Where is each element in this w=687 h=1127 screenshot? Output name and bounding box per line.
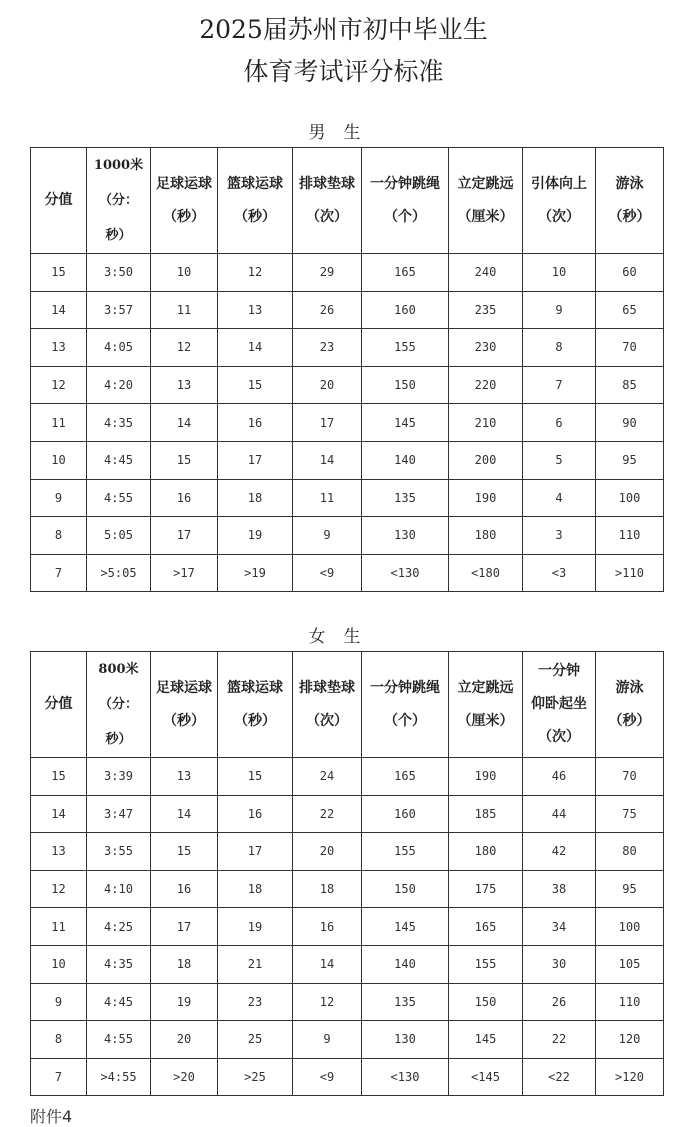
table-cell: 4:35 (87, 945, 151, 983)
header-text: （个） (384, 208, 426, 225)
table-cell: 10 (31, 945, 87, 983)
table-row (31, 795, 664, 833)
table-cell: 3:47 (87, 795, 151, 833)
header-text: （分： (98, 193, 138, 208)
header-cell (31, 652, 87, 758)
table-cell: 16 (151, 870, 218, 908)
table-row (31, 554, 664, 592)
table-cell: 155 (362, 329, 449, 367)
table-row (31, 291, 664, 329)
table-cell: <9 (293, 1058, 362, 1096)
table-cell: 4:25 (87, 908, 151, 946)
table-cell: 190 (449, 479, 523, 517)
table-cell: 30 (523, 945, 596, 983)
table-cell: 130 (362, 1021, 449, 1059)
table-cell: 75 (596, 795, 664, 833)
table-cell: 9 (293, 1021, 362, 1059)
table-row (31, 945, 664, 983)
table-cell: 145 (362, 908, 449, 946)
header-text: 1000米 (93, 158, 144, 173)
table-cell: 3:55 (87, 833, 151, 871)
table-cell: 18 (293, 870, 362, 908)
table-cell: 240 (449, 254, 523, 292)
table-cell: 15 (31, 254, 87, 292)
header-cell (362, 652, 449, 758)
header-cell (218, 652, 293, 758)
table-cell: 14 (151, 795, 218, 833)
table-cell: 145 (362, 404, 449, 442)
header-text: 仰卧起坐 (531, 696, 587, 712)
table-cell: 26 (293, 291, 362, 329)
table-cell: >25 (218, 1058, 293, 1096)
header-text: 立定跳远 (457, 175, 514, 192)
table-cell: 5 (523, 441, 596, 479)
table-cell: 26 (523, 983, 596, 1021)
table-cell: <145 (449, 1058, 523, 1096)
table-cell: 13 (151, 366, 218, 404)
table-cell: 23 (293, 329, 362, 367)
table-cell: 15 (151, 441, 218, 479)
header-cell (523, 652, 596, 758)
table-cell: 180 (449, 833, 523, 871)
female-score-table (30, 651, 664, 1096)
table-cell: 14 (218, 329, 293, 367)
header-text: （分： (98, 697, 138, 712)
table-row (31, 517, 664, 555)
table-cell: 19 (218, 908, 293, 946)
table-cell: 165 (362, 758, 449, 796)
table-cell: 15 (218, 366, 293, 404)
table-row (31, 870, 664, 908)
table-row (31, 758, 664, 796)
header-cell (293, 652, 362, 758)
table-cell: 12 (293, 983, 362, 1021)
table-row (31, 1058, 664, 1096)
table-cell: 42 (523, 833, 596, 871)
table-cell: 7 (523, 366, 596, 404)
header-text: 立定跳远 (457, 679, 514, 696)
table-cell: 185 (449, 795, 523, 833)
header-cell (293, 148, 362, 254)
table-cell: 150 (362, 366, 449, 404)
table-cell: 230 (449, 329, 523, 367)
table-cell: 21 (218, 945, 293, 983)
table-cell: 135 (362, 479, 449, 517)
table-cell: 210 (449, 404, 523, 442)
table-cell: <9 (293, 554, 362, 592)
table-cell: 29 (293, 254, 362, 292)
table-cell: 3:50 (87, 254, 151, 292)
header-cell (87, 652, 151, 758)
header-text: （秒） (234, 208, 276, 225)
table-cell: 100 (596, 479, 664, 517)
table-cell: 13 (218, 291, 293, 329)
table-cell: 100 (596, 908, 664, 946)
table-cell: 90 (596, 404, 664, 442)
table-cell: 220 (449, 366, 523, 404)
header-text: 游泳 (615, 175, 644, 192)
table-cell: 6 (523, 404, 596, 442)
table-cell: 10 (523, 254, 596, 292)
table-cell: 8 (31, 517, 87, 555)
header-text: 足球运球 (156, 175, 212, 192)
table-cell: 20 (293, 366, 362, 404)
table-cell: >4:55 (87, 1058, 151, 1096)
attachment-label: 附件4 (30, 1107, 73, 1126)
table-row (31, 441, 664, 479)
header-text: （秒） (163, 712, 205, 729)
table-row (31, 908, 664, 946)
table-cell: 145 (449, 1021, 523, 1059)
table-cell: 44 (523, 795, 596, 833)
table-cell: 13 (31, 833, 87, 871)
header-cell (31, 148, 87, 254)
table-cell: >19 (218, 554, 293, 592)
header-cell (523, 148, 596, 254)
header-text: （厘米） (457, 712, 514, 729)
header-text: （秒） (608, 712, 651, 729)
table-cell: 3:39 (87, 758, 151, 796)
table-cell: 155 (362, 833, 449, 871)
table-cell: 10 (31, 441, 87, 479)
table-cell: 3:57 (87, 291, 151, 329)
table-row (31, 479, 664, 517)
table-cell: 13 (31, 329, 87, 367)
header-cell (151, 652, 218, 758)
table-cell: 17 (151, 517, 218, 555)
table-cell: 22 (293, 795, 362, 833)
header-text: 足球运球 (156, 679, 212, 696)
table-cell: 95 (596, 870, 664, 908)
table-row (31, 833, 664, 871)
table-cell: 3 (523, 517, 596, 555)
table-cell: 19 (218, 517, 293, 555)
table-cell: 190 (449, 758, 523, 796)
table-cell: 110 (596, 517, 664, 555)
table-cell: 4:10 (87, 870, 151, 908)
header-text: （次） (306, 712, 348, 729)
table-cell: 12 (31, 366, 87, 404)
table-cell: 9 (293, 517, 362, 555)
table-cell: 8 (31, 1021, 87, 1059)
header-text: （次） (538, 729, 580, 745)
header-text: 秒） (105, 228, 132, 243)
table-cell: 14 (151, 404, 218, 442)
table-cell: 80 (596, 833, 664, 871)
header-text: （秒） (163, 208, 205, 225)
table-cell: 14 (293, 945, 362, 983)
table-cell: 17 (293, 404, 362, 442)
male-section-heading: 男生 (308, 123, 379, 143)
table-cell: 200 (449, 441, 523, 479)
table-cell: 20 (293, 833, 362, 871)
table-cell: >5:05 (87, 554, 151, 592)
table-cell: 135 (362, 983, 449, 1021)
table-cell: 4 (523, 479, 596, 517)
header-text: 排球垫球 (299, 175, 355, 192)
table-cell: 140 (362, 945, 449, 983)
header-text: 秒） (105, 732, 132, 747)
header-text: （个） (384, 712, 426, 729)
table-cell: 18 (151, 945, 218, 983)
table-cell: 14 (31, 291, 87, 329)
table-cell: 4:45 (87, 441, 151, 479)
table-cell: 165 (362, 254, 449, 292)
table-cell: 20 (151, 1021, 218, 1059)
table-cell: 15 (218, 758, 293, 796)
table-cell: 14 (293, 441, 362, 479)
table-cell: 70 (596, 758, 664, 796)
header-cell (151, 148, 218, 254)
page-subtitle: 体育考试评分标准 (243, 57, 444, 86)
table-cell: 46 (523, 758, 596, 796)
table-cell: <130 (362, 554, 449, 592)
table-cell: 18 (218, 870, 293, 908)
table-cell: <3 (523, 554, 596, 592)
header-cell (596, 148, 664, 254)
table-cell: 17 (218, 441, 293, 479)
table-cell: <22 (523, 1058, 596, 1096)
table-cell: 16 (293, 908, 362, 946)
table-cell: 60 (596, 254, 664, 292)
header-cell (449, 652, 523, 758)
header-text: 排球垫球 (299, 679, 355, 696)
table-cell: 12 (218, 254, 293, 292)
header-text: 篮球运球 (227, 175, 283, 192)
table-cell: <130 (362, 1058, 449, 1096)
header-text: （次） (306, 208, 348, 225)
header-row (31, 652, 664, 758)
table-cell: >17 (151, 554, 218, 592)
header-text: 分值 (44, 192, 73, 208)
header-cell (87, 148, 151, 254)
table-cell: 150 (362, 870, 449, 908)
table-cell: 155 (449, 945, 523, 983)
table-cell: 4:20 (87, 366, 151, 404)
table-cell: 16 (218, 404, 293, 442)
table-row (31, 404, 664, 442)
table-cell: 9 (31, 983, 87, 1021)
table-cell: 4:55 (87, 479, 151, 517)
table-cell: 95 (596, 441, 664, 479)
table-cell: 17 (151, 908, 218, 946)
header-text: 800米 (98, 662, 139, 677)
table-row (31, 1021, 664, 1059)
table-cell: 235 (449, 291, 523, 329)
table-cell: 9 (523, 291, 596, 329)
table-cell: 10 (151, 254, 218, 292)
table-cell: 175 (449, 870, 523, 908)
table-cell: 160 (362, 795, 449, 833)
table-cell: 7 (31, 1058, 87, 1096)
table-cell: 110 (596, 983, 664, 1021)
table-cell: 25 (218, 1021, 293, 1059)
table-cell: 4:55 (87, 1021, 151, 1059)
header-text: （秒） (608, 208, 651, 225)
table-cell: 11 (151, 291, 218, 329)
table-cell: 19 (151, 983, 218, 1021)
table-cell: >110 (596, 554, 664, 592)
header-text: 篮球运球 (227, 679, 283, 696)
table-cell: 13 (151, 758, 218, 796)
table-row (31, 254, 664, 292)
table-cell: 11 (31, 404, 87, 442)
header-row (31, 148, 664, 254)
table-cell: 12 (151, 329, 218, 367)
table-cell: 4:35 (87, 404, 151, 442)
table-cell: 17 (218, 833, 293, 871)
table-cell: 18 (218, 479, 293, 517)
table-cell: 16 (218, 795, 293, 833)
header-text: 分值 (44, 696, 73, 712)
table-row (31, 983, 664, 1021)
table-cell: 22 (523, 1021, 596, 1059)
header-text: 游泳 (615, 679, 644, 696)
header-cell (596, 652, 664, 758)
header-text: 一分钟 (538, 663, 580, 679)
table-cell: 105 (596, 945, 664, 983)
table-cell: <180 (449, 554, 523, 592)
header-text: 一分钟跳绳 (370, 175, 440, 192)
table-cell: 65 (596, 291, 664, 329)
table-row (31, 366, 664, 404)
table-cell: 140 (362, 441, 449, 479)
table-cell: 150 (449, 983, 523, 1021)
table-cell: 120 (596, 1021, 664, 1059)
table-cell: 85 (596, 366, 664, 404)
male-score-table (30, 147, 664, 592)
table-cell: 38 (523, 870, 596, 908)
table-cell: 15 (31, 758, 87, 796)
header-text: （厘米） (457, 208, 514, 225)
table-cell: 4:45 (87, 983, 151, 1021)
header-text: （次） (538, 208, 580, 225)
table-cell: 24 (293, 758, 362, 796)
table-cell: 130 (362, 517, 449, 555)
table-cell: 34 (523, 908, 596, 946)
header-cell (362, 148, 449, 254)
table-cell: 180 (449, 517, 523, 555)
table-cell: 8 (523, 329, 596, 367)
table-cell: 7 (31, 554, 87, 592)
header-cell (449, 148, 523, 254)
table-cell: 16 (151, 479, 218, 517)
table-cell: 11 (293, 479, 362, 517)
table-cell: >120 (596, 1058, 664, 1096)
header-text: 一分钟跳绳 (370, 679, 440, 696)
table-cell: 23 (218, 983, 293, 1021)
table-cell: >20 (151, 1058, 218, 1096)
table-cell: 11 (31, 908, 87, 946)
table-cell: 12 (31, 870, 87, 908)
header-text: （秒） (234, 712, 276, 729)
table-cell: 15 (151, 833, 218, 871)
table-cell: 4:05 (87, 329, 151, 367)
table-cell: 160 (362, 291, 449, 329)
table-cell: 14 (31, 795, 87, 833)
table-cell: 165 (449, 908, 523, 946)
table-cell: 9 (31, 479, 87, 517)
female-section-heading: 女生 (308, 627, 379, 647)
header-text: 引体向上 (531, 175, 587, 192)
table-row (31, 329, 664, 367)
header-cell (218, 148, 293, 254)
page-title: 2025届苏州市初中毕业生 (199, 15, 488, 44)
table-cell: 5:05 (87, 517, 151, 555)
table-cell: 70 (596, 329, 664, 367)
